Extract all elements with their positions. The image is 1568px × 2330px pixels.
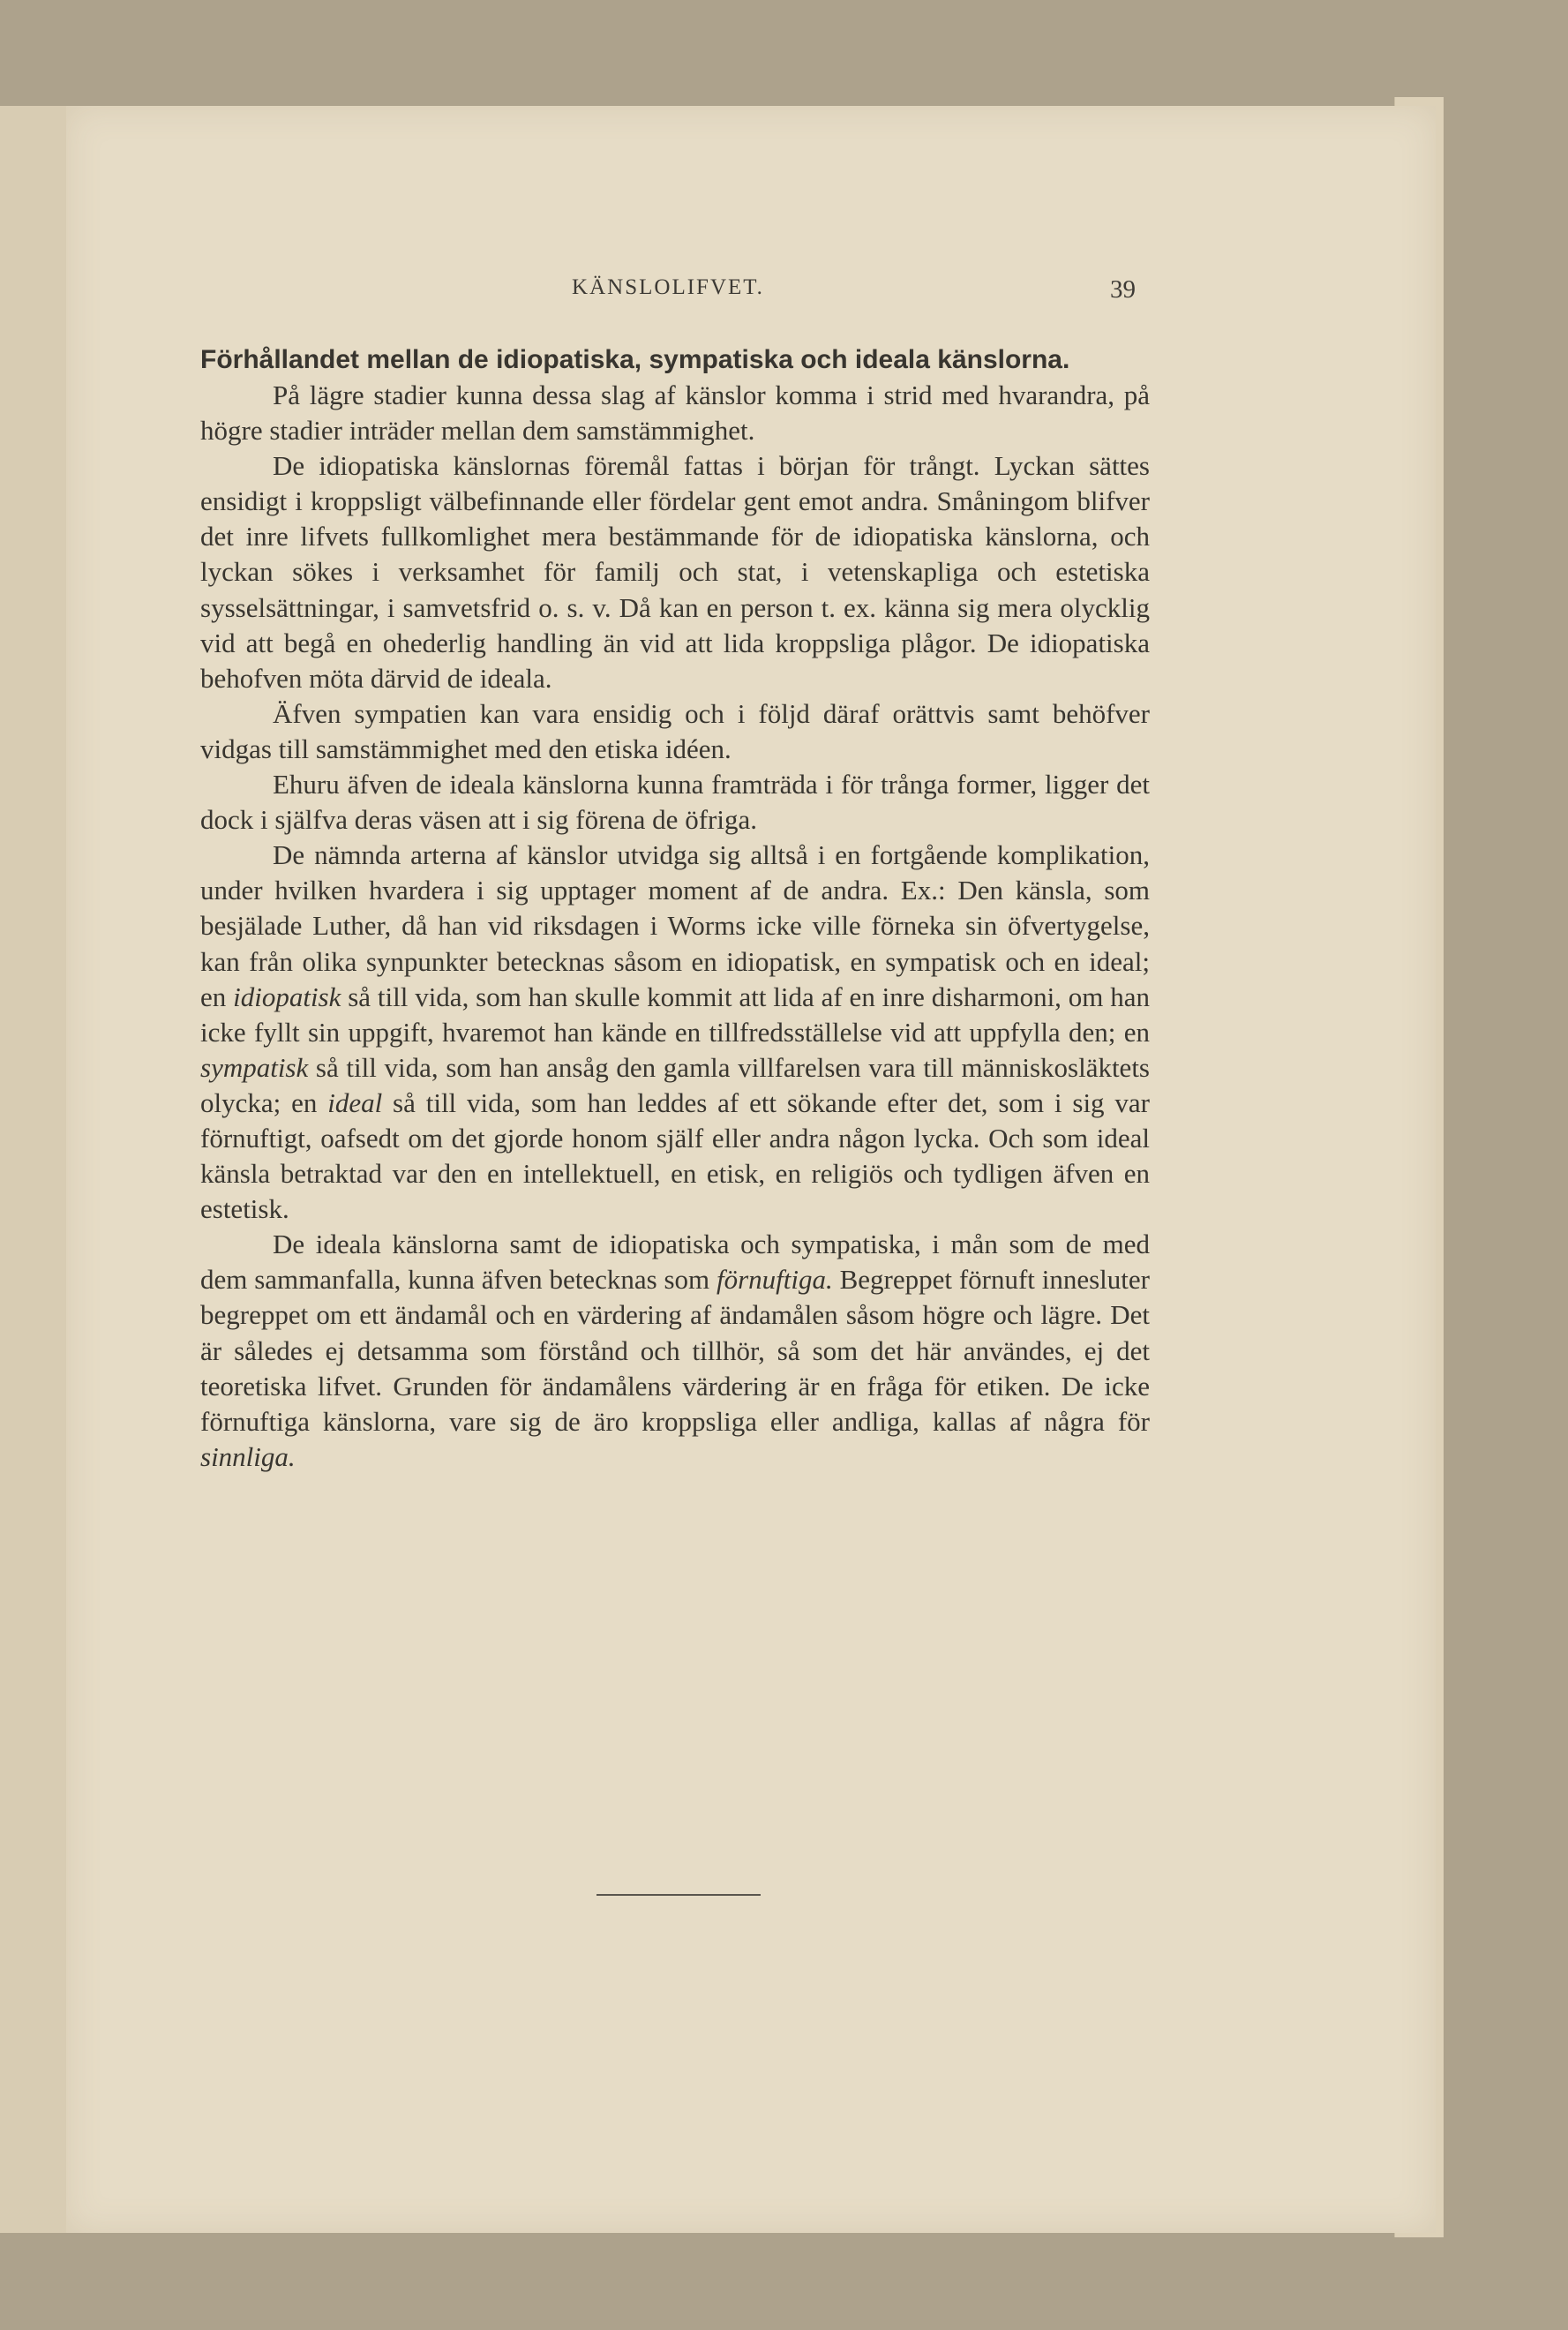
paragraph-5-text-3: så till vida, som han ansåg den gamla villfarelsen vara till människosläktets olycka; en — [200, 1051, 1150, 1118]
section-heading: Förhållandet mellan de idiopatiska, sympatiska och ideala känslorna. — [200, 345, 1070, 374]
page-number: 39 — [1110, 275, 1136, 304]
paragraph-6 — [200, 1227, 1150, 1475]
emphasis-sinnliga: sinnliga. — [200, 1440, 296, 1472]
paragraph-6-text-1: De ideala känslorna samt de idiopatiska och sympatiska, i mån som de med dem sammanfalla, kunna äfven betecknas som — [200, 1229, 1150, 1296]
paragraph-2: De idiopatiska känslornas föremål fattas i början för trångt. Lyckan sättes ensidigt i kroppsligt välbefinnande eller fördelar gent emot andra. Småningom blifver det inre lifvets fullkomlighet mera bestämmande för de idiopatiska känslorna, och lyckan sökes i verksamhet för familj och stat, i vetenskapliga och estetiska sysselsättningar, i samvetsfrid o. s. v. Då kan en person t. ex. känna sig mera olycklig vid att begå en ohederlig handling än vid att lida kroppsliga plågor. De idiopatiska behofven möta därvid de ideala. — [200, 450, 1150, 694]
paragraph-4: Ehuru äfven de ideala känslorna kunna framträda i för trånga former, ligger det dock i själfva deras väsen att i sig förena de öfriga. — [200, 769, 1150, 836]
paragraph-5-text-2: så till vida, som han skulle kommit att lida af en inre disharmoni, om han icke fyllt sin uppgift, hvaremot han kände en tillfredsställelse vid att uppfylla den; en — [200, 981, 1150, 1048]
emphasis-idiopatisk: idiopatisk — [233, 981, 341, 1012]
paragraph-5-text-4: så till vida, som han leddes af ett sökande efter det, som i sig var förnuftigt, oafsedt om det gjorde honom själf eller andra någon lycka. Och som ideal känsla betraktad var den en intellektuell, en etisk, en religiös och tydligen äfven en estetisk. — [200, 1086, 1150, 1225]
section-end-rule — [596, 1894, 761, 1896]
body-text — [200, 342, 1150, 1475]
running-title: KÄNSLOLIFVET. — [572, 275, 764, 299]
paragraph-6-text-2: Begreppet förnuft innesluter begreppet om ett ändamål och en värdering af ändamålen såsom högre och lägre. Det är således ej detsamma som förstånd och tillhör, så som det här användes, ej det teoretiska lifvet. Grunden för ändamålens värdering är en fråga för etiken. De icke förnuftiga känslorna, vare sig de äro kroppsliga eller andliga, kallas af några för — [200, 1264, 1150, 1437]
running-head — [200, 275, 1136, 311]
paragraph-3: Äfven sympatien kan vara ensidig och i följd däraf orättvis samt behöfver vidgas till samstämmighet med den etiska idéen. — [200, 697, 1150, 764]
emphasis-fornuftiga: förnuftiga. — [716, 1264, 833, 1296]
facing-page-edge — [0, 106, 67, 2233]
paragraph-1: På lägre stadier kunna dessa slag af känslor komma i strid med hvarandra, på högre stadier inträder mellan dem samstämmighet. — [200, 380, 1150, 447]
paragraph-5 — [200, 838, 1150, 1227]
emphasis-ideal: ideal — [327, 1086, 383, 1118]
emphasis-sympatisk: sympatisk — [200, 1051, 309, 1083]
paragraph-5-text-1: De nämnda arterna af känslor utvidga sig alltså i en fortgående komplikation, under hvilken hvardera i sig upptager moment af de andra. Ex.: Den känsla, som besjälade Luther, då han vid riksdagen i Worms icke ville förneka sin öfvertygelse, kan från olika synpunkter betecknas såsom en idiopatisk, en sympatisk och en ideal; en — [200, 839, 1150, 1012]
